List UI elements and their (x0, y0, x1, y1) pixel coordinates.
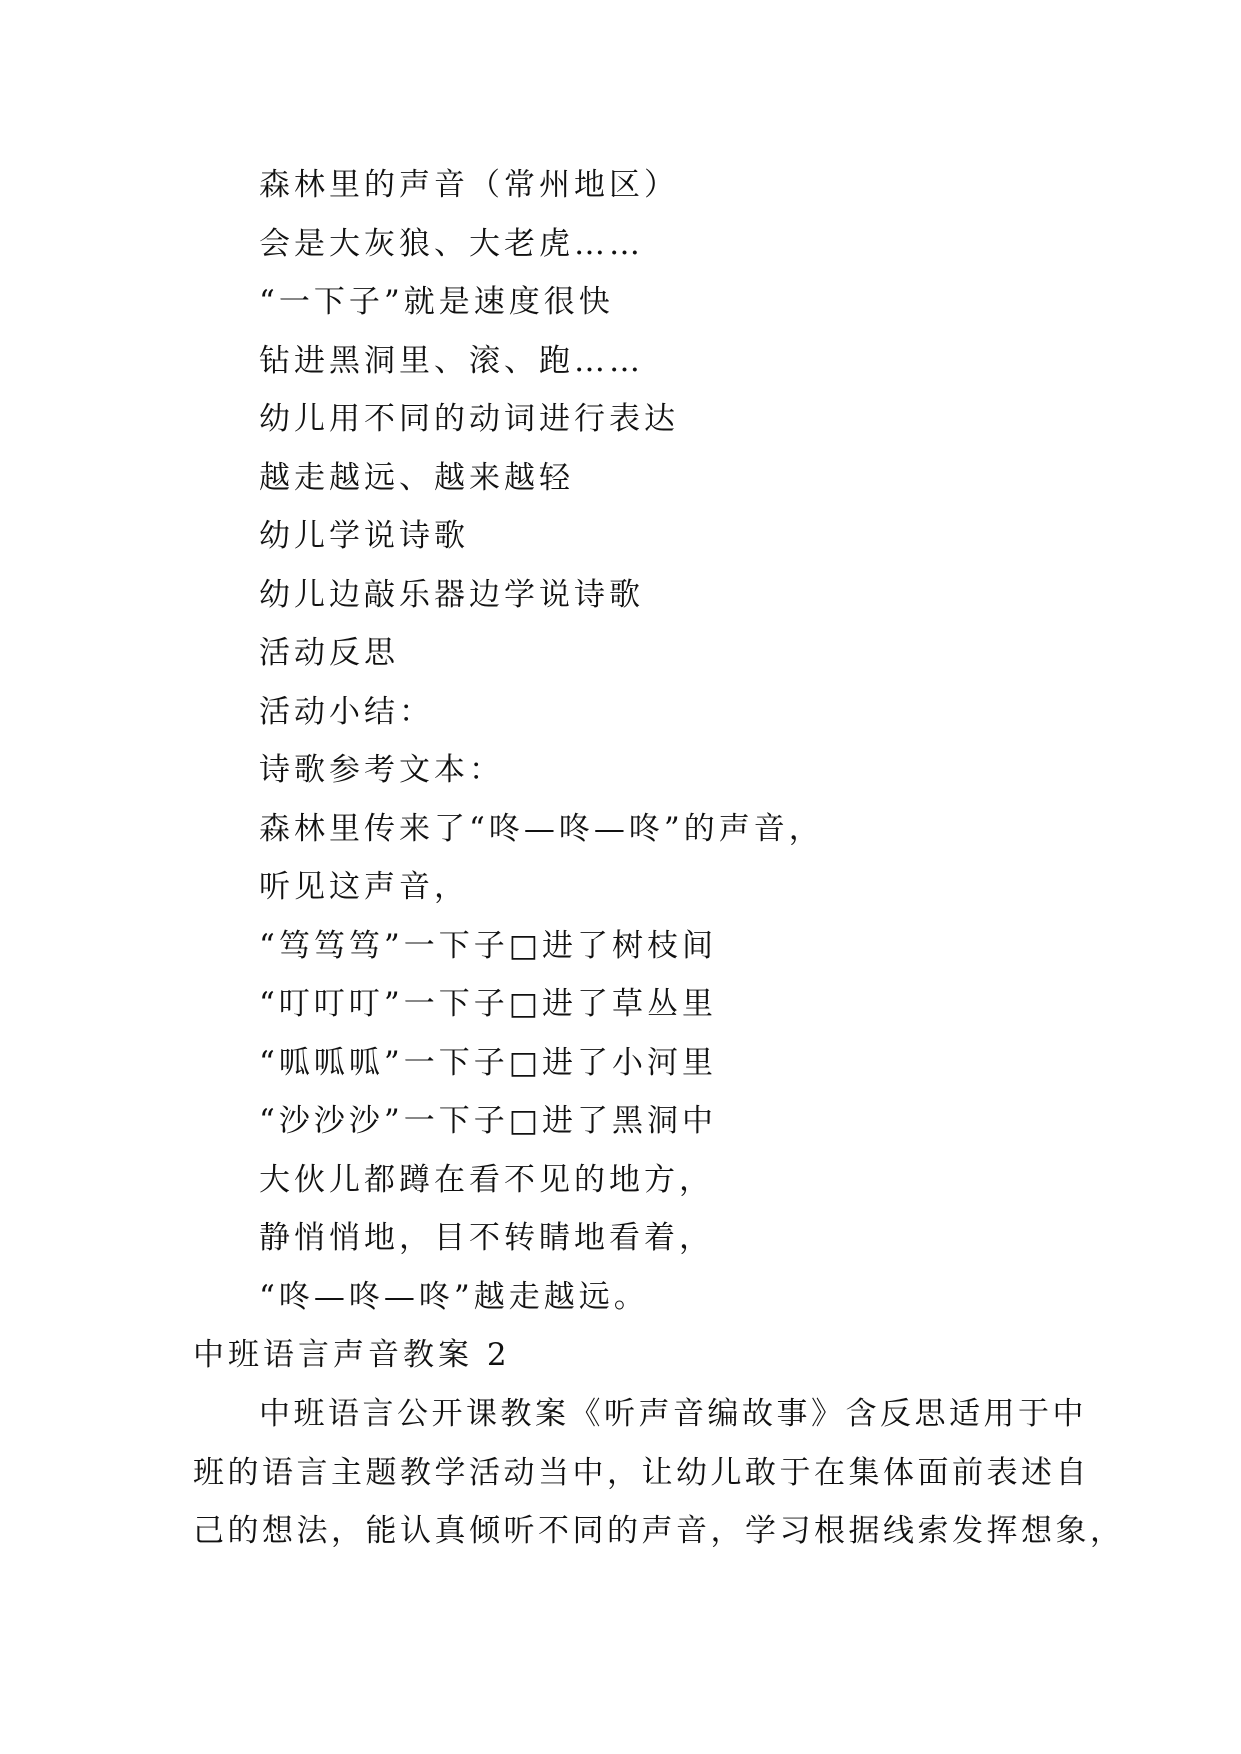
text-line: “沙沙沙”一下子□进了黑洞中 (259, 1103, 717, 1139)
text-line: “咚—咚—咚”越走越远。 (259, 1279, 649, 1315)
section-heading: 中班语言声音教案 2 (193, 1337, 511, 1373)
text-line: 森林里的声音（常州地区） (259, 167, 679, 203)
body-paragraph (193, 1385, 1125, 1561)
text-line: 幼儿学说诗歌 (259, 518, 469, 554)
text-line: 活动小结： (259, 694, 434, 730)
paragraph-line: 己的想法，能认真倾听不同的声音，学习根据线索发挥想象， (193, 1513, 1125, 1549)
text-line: “呱呱呱”一下子□进了小河里 (259, 1045, 717, 1081)
text-line: 越走越远、越来越轻 (259, 460, 574, 496)
text-line: 幼儿用不同的动词进行表达 (259, 401, 679, 437)
text-line: 静悄悄地，目不转睛地看着， (259, 1220, 714, 1256)
text-line: 大伙儿都蹲在看不见的地方， (259, 1162, 714, 1198)
text-line: “一下子”就是速度很快 (259, 284, 614, 320)
text-line: “叮叮叮”一下子□进了草丛里 (259, 986, 717, 1022)
text-line: “笃笃笃”一下子□进了树枝间 (259, 928, 717, 964)
paragraph-line: 班的语言主题教学活动当中，让幼儿敢于在集体面前表述自 (193, 1454, 1090, 1491)
text-line: 诗歌参考文本： (259, 752, 504, 788)
text-line: 森林里传来了“咚—咚—咚”的声音， (259, 811, 824, 847)
text-line: 会是大灰狼、大老虎…… (259, 226, 644, 262)
text-line: 听见这声音， (259, 869, 469, 905)
text-line: 幼儿边敲乐器边学说诗歌 (259, 577, 644, 613)
text-line: 活动反思 (259, 635, 399, 671)
paragraph-line: 中班语言公开课教案《听声音编故事》含反思适用于中 (259, 1396, 1087, 1432)
text-line: 钻进黑洞里、滚、跑…… (259, 343, 644, 379)
